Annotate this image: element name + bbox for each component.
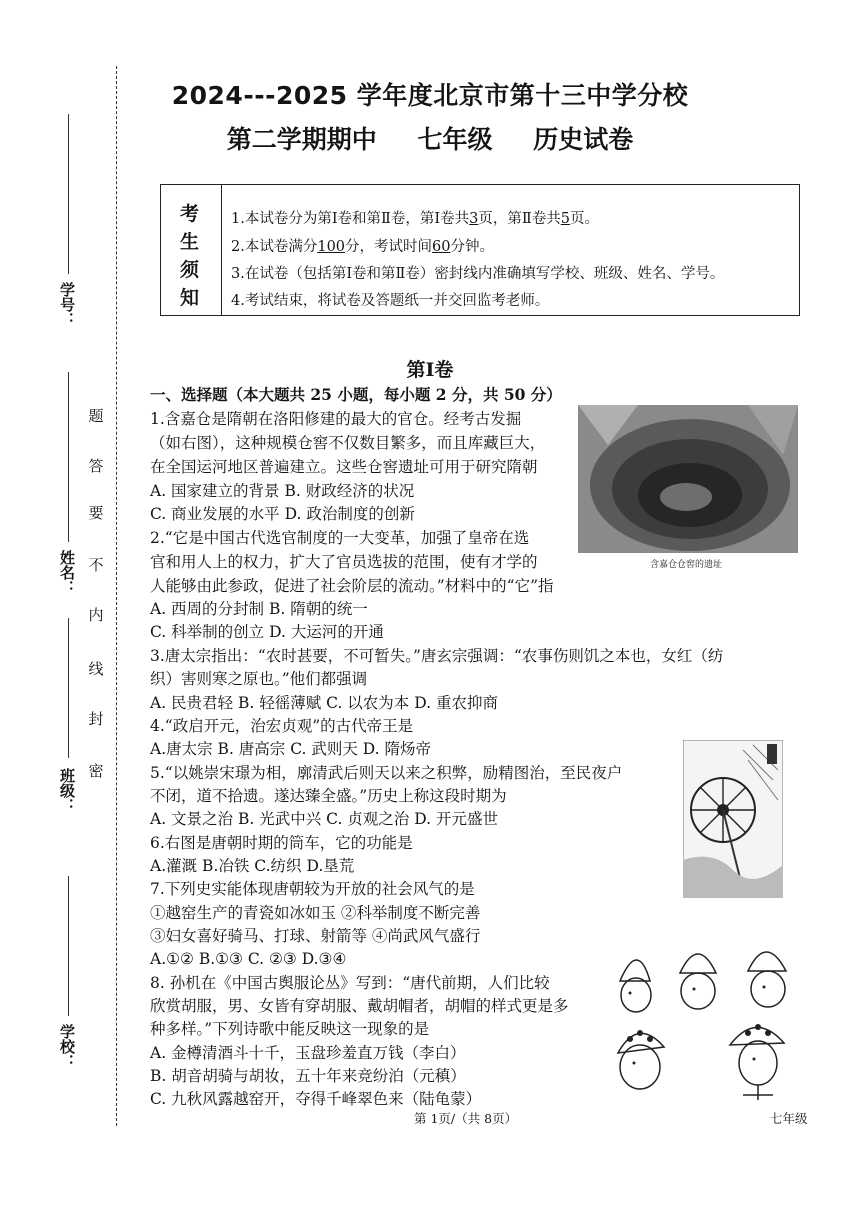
question-line: 8. 孙机在《中国古舆服论丛》写到：“唐代前期，人们比较 — [150, 974, 550, 992]
exam-subtitle — [0, 120, 860, 156]
question-option-line: A. 金樽清酒斗十千，玉盘珍羞直万钱（李白） — [150, 1044, 466, 1062]
class-label: 班级： — [58, 768, 76, 813]
question-line: 织）害则寒之原也。”他们都强调 — [150, 670, 368, 688]
tang-waterwheel-illustration — [683, 740, 783, 898]
seal-char: 题 — [88, 407, 104, 425]
seal-char: 封 — [88, 710, 104, 728]
name-fill-line[interactable] — [68, 372, 69, 542]
footer-grade: 七年级 — [770, 1111, 808, 1126]
question-option-line: B. 胡音胡骑与胡妆，五十年来竞纷泊（元稹） — [150, 1067, 466, 1085]
question-line: 4.“政启开元，治宏贞观”的古代帝王是 — [150, 717, 414, 735]
question-line: 在全国运河地区普遍建立。这些仓窖遗址可用于研究隋朝 — [150, 458, 538, 476]
exam-term: 第二学期期中 — [226, 125, 377, 154]
section-title: 第Ⅰ卷 — [406, 359, 454, 381]
question-line: 5.“以姚崇宋璟为相，廓清武后则天以来之积弊，励精图治，至民夜户 — [150, 764, 623, 782]
question-option-line: A.①② B.①③ C. ②③ D.③④ — [150, 950, 347, 968]
question-option-line: A.唐太宗 B. 唐高宗 C. 武则天 D. 隋炀帝 — [150, 740, 432, 758]
notice-item-4: 4.考试结束，将试卷及答题纸一并交回监考老师。 — [231, 293, 550, 309]
section-heading: 一、选择题（本大题共 25 小题，每小题 2 分，共 50 分） — [150, 385, 562, 404]
seal-char: 密 — [88, 762, 104, 780]
seal-char: 线 — [88, 660, 104, 678]
question-line: 欣赏胡服，男、女皆有穿胡服、戴胡帽者，胡帽的样式更是多 — [150, 997, 569, 1015]
exam-grade: 七年级 — [417, 125, 493, 154]
question-line: 人能够由此参政，促进了社会阶层的流动。”材料中的“它”指 — [150, 577, 554, 595]
student-id-fill-line[interactable] — [68, 114, 69, 274]
question-line: 1.含嘉仓是隋朝在洛阳修建的最大的官仓。经考古发掘 — [150, 410, 522, 428]
question-line: 2.“它是中国古代选官制度的一大变革，加强了皇帝在选 — [150, 529, 530, 547]
school-label: 学校： — [58, 1024, 76, 1069]
exam-school-title: 2024---2025 学年度北京市第十三中学分校 — [171, 81, 689, 110]
notice-item-1: 1.本试卷分为第Ⅰ卷和第Ⅱ卷，第Ⅰ卷共3页，第Ⅱ卷共5页。 — [231, 211, 599, 227]
seal-char: 要 — [88, 504, 104, 522]
granary-caption: 含嘉仓仓窖的遗址 — [650, 560, 723, 570]
seal-dashed-line — [116, 66, 117, 1126]
student-id-label: 学号： — [58, 282, 76, 327]
notice-item-3: 3.在试卷（包括第Ⅰ卷和第Ⅱ卷）密封线内准确填写学校、班级、姓名、学号。 — [231, 266, 725, 282]
question-line: 6.右图是唐朝时期的筒车，它的功能是 — [150, 834, 413, 852]
granary-ruins-photo — [578, 405, 798, 575]
question-option-line: A.灌溉 B.冶铁 C.纺织 D.垦荒 — [150, 857, 355, 875]
notice-label-char: 生 — [180, 231, 200, 253]
question-line: 种多样。”下列诗歌中能反映这一现象的是 — [150, 1020, 430, 1038]
notice-label — [161, 185, 222, 315]
notice-label-char: 须 — [180, 259, 200, 281]
seal-char: 内 — [88, 606, 104, 624]
notice-label-char: 考 — [180, 203, 200, 225]
tang-hu-hats-illustration — [608, 935, 808, 1100]
page-number: 第 1页/（共 8页） — [414, 1111, 518, 1126]
question-option-line: C. 商业发展的水平 D. 政治制度的创新 — [150, 505, 415, 523]
question-line: 不闭，道不拾遗。遂达臻全盛。”历史上称这段时期为 — [150, 787, 507, 805]
exam-notice-box — [160, 184, 800, 316]
question-line: 官和用人上的权力，扩大了官员选拔的范围，使有才学的 — [150, 553, 538, 571]
question-option-line: A. 文景之治 B. 光武中兴 C. 贞观之治 D. 开元盛世 — [150, 810, 498, 828]
notice-label-char: 知 — [180, 287, 200, 309]
question-line: 3.唐太宗指出：“农时甚要，不可暂失。”唐玄宗强调：“农事伤则饥之本也，女红（纺 — [150, 647, 724, 665]
exam-subject: 历史试卷 — [533, 125, 634, 154]
question-option-line: A. 西周的分封制 B. 隋朝的统一 — [150, 600, 368, 618]
question-option-line: A. 国家建立的背景 B. 财政经济的状况 — [150, 482, 415, 500]
notice-item-2: 2.本试卷满分100分，考试时间60分钟。 — [231, 239, 494, 255]
question-option-line: C. 九秋风露越窑开，夺得千峰翠色来（陆龟蒙） — [150, 1090, 482, 1108]
name-label: 姓名： — [58, 550, 76, 595]
question-option-line: ①越窑生产的青瓷如冰如玉 ②科举制度不断完善 — [150, 904, 481, 922]
class-fill-line[interactable] — [68, 618, 69, 758]
question-line: 7.下列史实能体现唐朝较为开放的社会风气的是 — [150, 880, 475, 898]
question-option-line: C. 科举制的创立 D. 大运河的开通 — [150, 623, 384, 641]
question-line: （如右图），这种规模仓窖不仅数目繁多，而且库藏巨大， — [150, 434, 546, 452]
school-fill-line[interactable] — [68, 876, 69, 1016]
question-option-line: ③妇女喜好骑马、打球、射箭等 ④尚武风气盛行 — [150, 927, 481, 945]
seal-char: 不 — [88, 556, 104, 574]
question-option-line: A. 民贵君轻 B. 轻徭薄赋 C. 以农为本 D. 重农抑商 — [150, 694, 498, 712]
seal-char: 答 — [88, 457, 104, 475]
